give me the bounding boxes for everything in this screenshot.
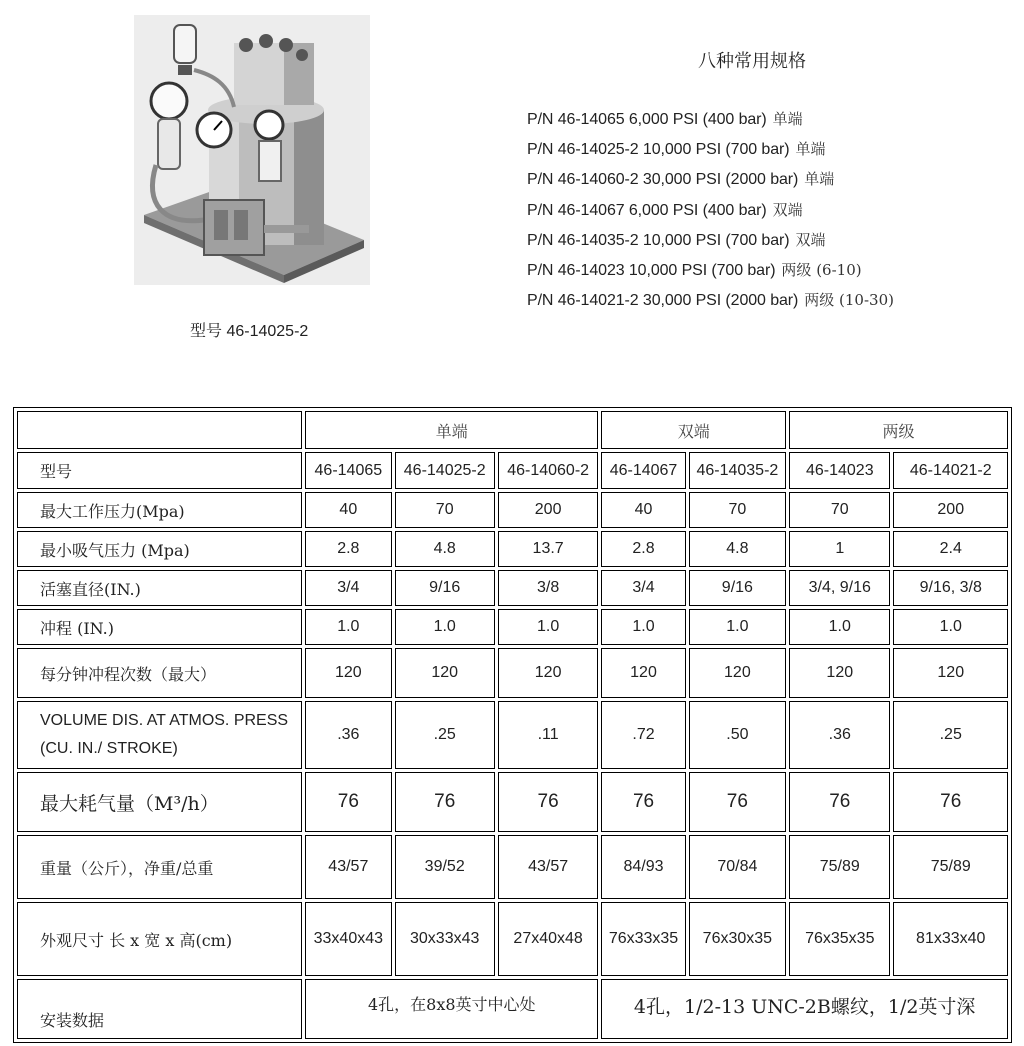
table-cell: 33x40x43 [305,902,391,976]
table-cell: 1.0 [893,609,1008,645]
table-cell: 120 [789,648,890,698]
table-cell: 200 [498,492,598,528]
table-cell: 70 [689,492,786,528]
table-cell: 13.7 [498,531,598,567]
spec-type: 两级 (6-10) [781,260,862,279]
model-cell: 46-14067 [601,452,685,489]
group-header: 单端 [305,411,598,449]
row-label: 活塞直径(IN.) [17,570,302,606]
table-cell: 9/16 [395,570,495,606]
row-label: VOLUME DIS. AT ATMOS. PRESS (CU. IN./ STROKE) [17,701,302,769]
table-cell: .25 [395,701,495,769]
spec-item [527,199,894,229]
model-cell: 46-14021-2 [893,452,1008,489]
product-photo [134,15,370,285]
table-cell: 40 [305,492,391,528]
spec-pn: P/N 46-14065 6,000 PSI (400 bar) [527,111,767,128]
row-label: 最大工作压力(Mpa) [17,492,302,528]
row-label: 每分钟冲程次数（最大） [17,648,302,698]
spec-type: 单端 [804,170,835,189]
table-row [17,701,1008,769]
table-cell: .72 [601,701,685,769]
group-header: 两级 [789,411,1008,449]
mount-row [17,979,1008,1039]
table-cell: .36 [789,701,890,769]
specs-list [527,108,894,319]
table-cell: 30x33x43 [395,902,495,976]
table-cell: 75/89 [789,835,890,899]
table-cell: 76 [601,772,685,832]
table-cell: .36 [305,701,391,769]
table-cell: 84/93 [601,835,685,899]
table-cell: 120 [305,648,391,698]
mount-cell: 4孔，1/2-13 UNC-2B螺纹，1/2英寸深 [601,979,1008,1039]
table-cell: 70/84 [689,835,786,899]
row-label: 最大耗气量（M³/h） [17,772,302,832]
row-label: 最小吸气压力 (Mpa) [17,531,302,567]
table-cell: 1.0 [689,609,786,645]
table-cell: 27x40x48 [498,902,598,976]
table-cell: 1.0 [601,609,685,645]
table-row [17,772,1008,832]
group-header: 双端 [601,411,786,449]
spec-type: 单端 [795,140,826,159]
table-cell: 1.0 [305,609,391,645]
table-row [17,609,1008,645]
table-cell: .25 [893,701,1008,769]
table-cell: .11 [498,701,598,769]
model-cell: 46-14035-2 [689,452,786,489]
model-cell: 46-14023 [789,452,890,489]
table-cell: 76 [689,772,786,832]
spec-type: 双端 [795,230,826,249]
specs-title: 八种常用规格 [698,51,806,72]
table-cell: 9/16, 3/8 [893,570,1008,606]
table-cell: 43/57 [305,835,391,899]
table-cell: 120 [601,648,685,698]
table-cell: 1.0 [789,609,890,645]
table-cell: 3/4, 9/16 [789,570,890,606]
table-cell: 3/4 [601,570,685,606]
table-cell: 2.4 [893,531,1008,567]
table-cell: 81x33x40 [893,902,1008,976]
table-cell: 3/8 [498,570,598,606]
model-cell: 46-14025-2 [395,452,495,489]
row-label: 外观尺寸 长 x 宽 x 高(cm) [17,902,302,976]
spec-item [527,289,894,319]
table-cell: 1.0 [395,609,495,645]
table-cell: 4.8 [395,531,495,567]
table-cell: 76x33x35 [601,902,685,976]
table-row [17,531,1008,567]
model-cell: 46-14060-2 [498,452,598,489]
table-cell: 2.8 [601,531,685,567]
spec-table [13,407,1012,1043]
table-cell: 43/57 [498,835,598,899]
table-row [17,648,1008,698]
group-header-row [17,411,1008,449]
table-cell: 75/89 [893,835,1008,899]
table-row [17,492,1008,528]
table-cell: 120 [689,648,786,698]
spec-pn: P/N 46-14067 6,000 PSI (400 bar) [527,201,767,219]
row-label: 重量（公斤），净重/总重 [17,835,302,899]
table-cell: 76 [498,772,598,832]
table-cell: 120 [893,648,1008,698]
spec-item [527,168,894,198]
spec-pn: P/N 46-14060-2 30,000 PSI (2000 bar) [527,171,799,189]
table-cell: 9/16 [689,570,786,606]
spec-pn: P/N 46-14035-2 10,000 PSI (700 bar) [527,231,790,249]
row-label: 型号 [17,452,302,489]
spec-item [527,108,894,138]
spec-table-wrapper [13,407,1012,1043]
spec-type: 单端 [772,110,803,128]
table-row [17,902,1008,976]
table-cell: 120 [498,648,598,698]
spec-pn: P/N 46-14021-2 30,000 PSI (2000 bar) [527,292,799,310]
table-cell: 3/4 [305,570,391,606]
table-cell: .50 [689,701,786,769]
table-cell: 2.8 [305,531,391,567]
spec-pn: P/N 46-14025-2 10,000 PSI (700 bar) [527,141,790,159]
table-cell: 1 [789,531,890,567]
photo-caption: 型号 46-14025-2 [190,323,309,340]
table-cell: 70 [789,492,890,528]
row-label: 冲程 (IN.) [17,609,302,645]
spec-pn: P/N 46-14023 10,000 PSI (700 bar) [527,261,776,279]
model-cell: 46-14065 [305,452,391,489]
table-row [17,570,1008,606]
spec-item [527,259,894,289]
spec-item [527,229,894,259]
row-label: 安装数据 [17,979,302,1039]
table-row [17,835,1008,899]
table-cell: 76 [305,772,391,832]
table-cell: 76 [395,772,495,832]
table-cell: 76x35x35 [789,902,890,976]
mount-cell: 4孔，在8x8英寸中心处 [305,979,598,1039]
table-cell: 40 [601,492,685,528]
spec-type: 两级 (10-30) [804,291,894,310]
table-cell: 76 [789,772,890,832]
corner-cell [17,411,302,449]
table-cell: 70 [395,492,495,528]
table-cell: 39/52 [395,835,495,899]
table-cell: 120 [395,648,495,698]
table-cell: 200 [893,492,1008,528]
spec-item [527,138,894,168]
spec-type: 双端 [772,200,803,219]
table-cell: 76 [893,772,1008,832]
table-cell: 4.8 [689,531,786,567]
table-cell: 76x30x35 [689,902,786,976]
model-row [17,452,1008,489]
table-cell: 1.0 [498,609,598,645]
